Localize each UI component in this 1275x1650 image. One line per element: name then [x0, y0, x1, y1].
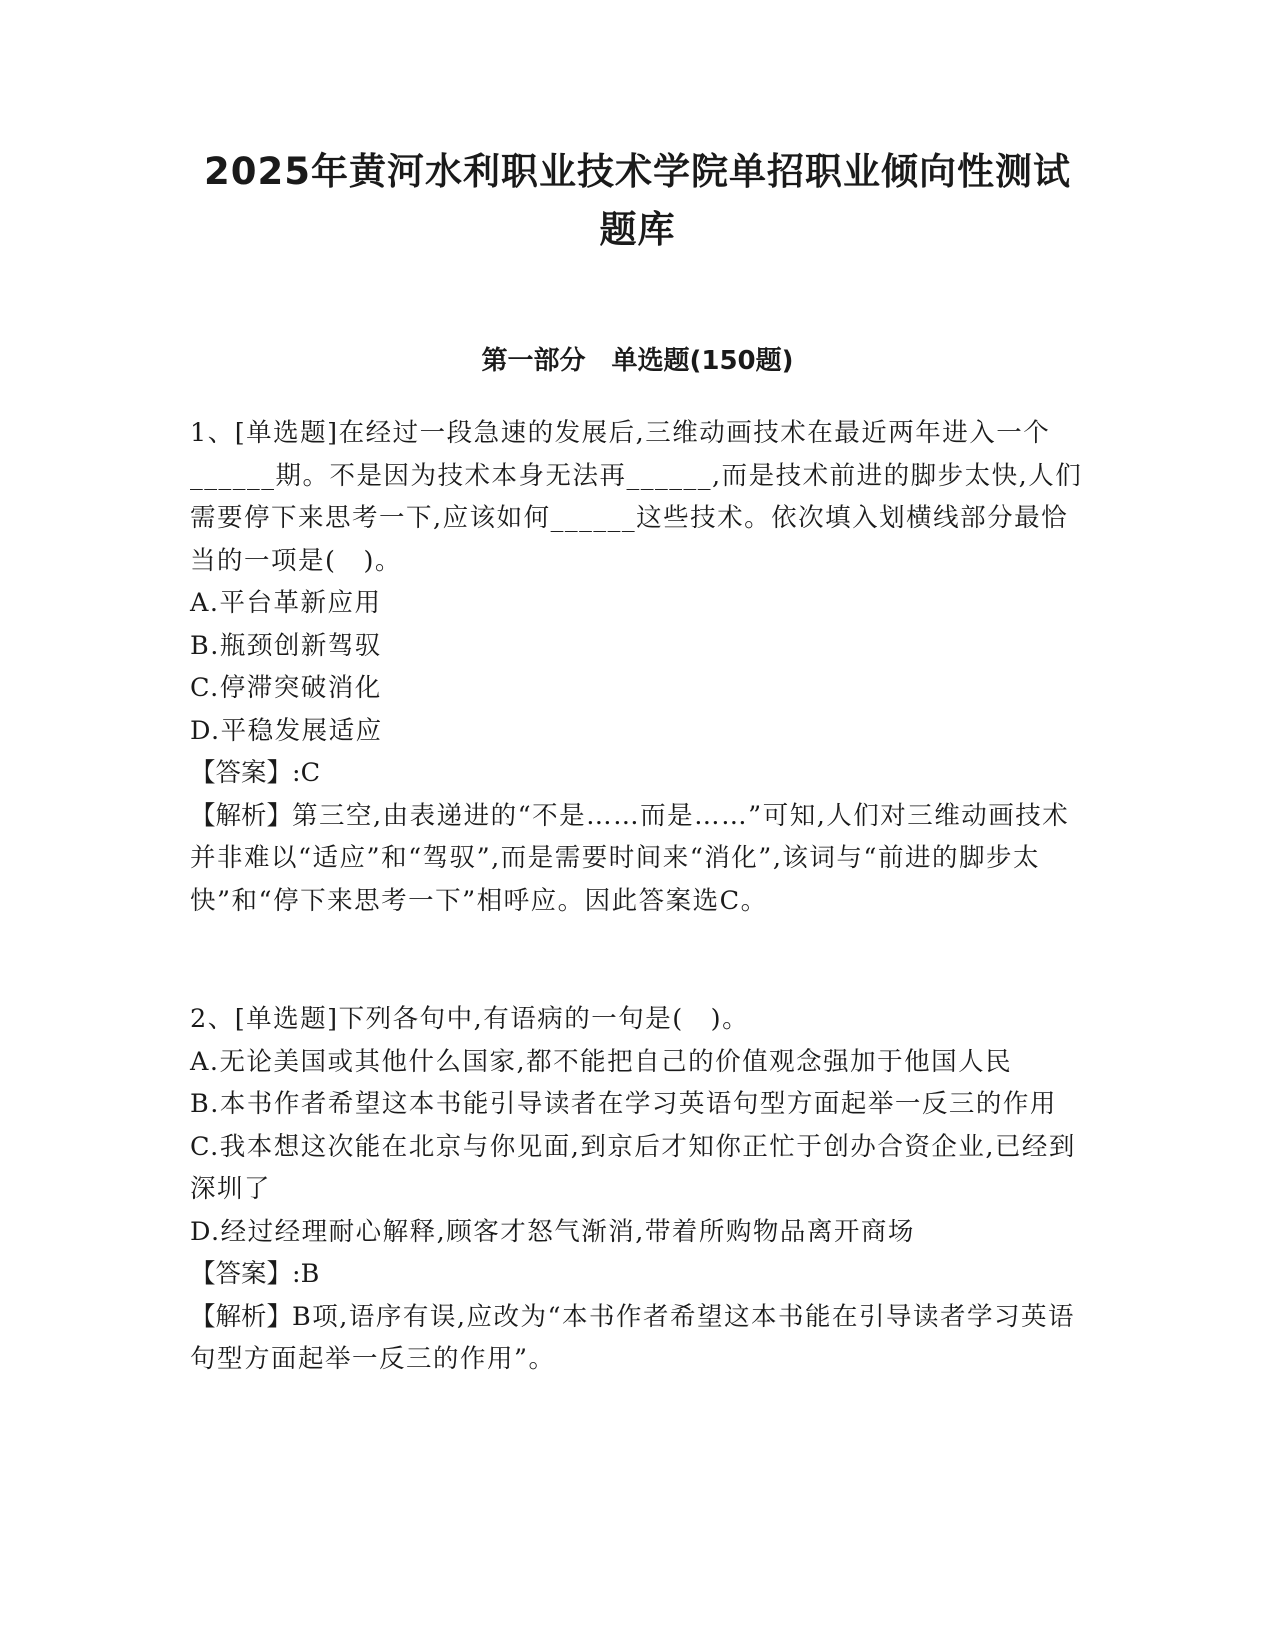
- option-c: C.停滞突破消化: [190, 673, 382, 703]
- analysis-paragraph: [190, 1296, 1095, 1381]
- answer-line: [190, 752, 1095, 795]
- option-d: D.经过经理耐心解释,顾客才怒气渐消,带着所购物品离开商场: [190, 1216, 915, 1247]
- analysis-label: 【解析】: [190, 800, 293, 831]
- document-title: 2025年黄河水利职业技术学院单招职业倾向性测试题库: [204, 150, 1071, 251]
- option-b: B.瓶颈创新驾驭: [190, 630, 382, 661]
- answer-value: C: [300, 758, 322, 788]
- section-title: 第一部分 单选题(150题): [481, 346, 794, 376]
- question-stem: 2、[单选题]下列各句中,有语病的一句是( )。: [190, 1004, 750, 1034]
- answer-line: [190, 1253, 1095, 1296]
- answer-label: 【答案】:: [190, 758, 301, 788]
- question-block-1: [190, 412, 1095, 922]
- question-stem: 1、[单选题]在经过一段急速的发展后,三维动画技术在最近两年进入一个______期。不是因为技术本身无法再______,而是技术前进的脚步太快,人们需要停下来思考一下,应该如何______这些技术。依次填入划横线部分最恰当的一项是( )。: [190, 418, 1083, 576]
- option-a: A.无论美国或其他什么国家,都不能把自己的价值观念强加于他国人民: [190, 1046, 1013, 1077]
- option-d: D.平稳发展适应: [190, 715, 383, 746]
- answer-value: B: [300, 1259, 321, 1289]
- analysis-label: 【解析】: [190, 1301, 293, 1332]
- option-a: A.平台革新应用: [190, 588, 382, 618]
- analysis-paragraph: [190, 795, 1095, 923]
- option-b: B.本书作者希望这本书能引导读者在学习英语句型方面起举一反三的作用: [190, 1089, 1057, 1119]
- analysis-text: B项,语序有误,应改为“本书作者希望这本书能在引导读者学习英语句型方面起举一反三的作用”。: [190, 1301, 1076, 1374]
- analysis-text: 第三空,由表递进的“不是……而是……”可知,人们对三维动画技术并非难以“适应”和“驾驭”,而是需要时间来“消化”,该词与“前进的脚步太快”和“停下来思考一下”相呼应。因此答案选C。: [190, 800, 1070, 916]
- option-c: C.我本想这次能在北京与你见面,到京后才知你正忙于创办合资企业,已经到深圳了: [190, 1131, 1076, 1204]
- answer-label: 【答案】:: [190, 1259, 301, 1289]
- question-block-2: [190, 998, 1095, 1381]
